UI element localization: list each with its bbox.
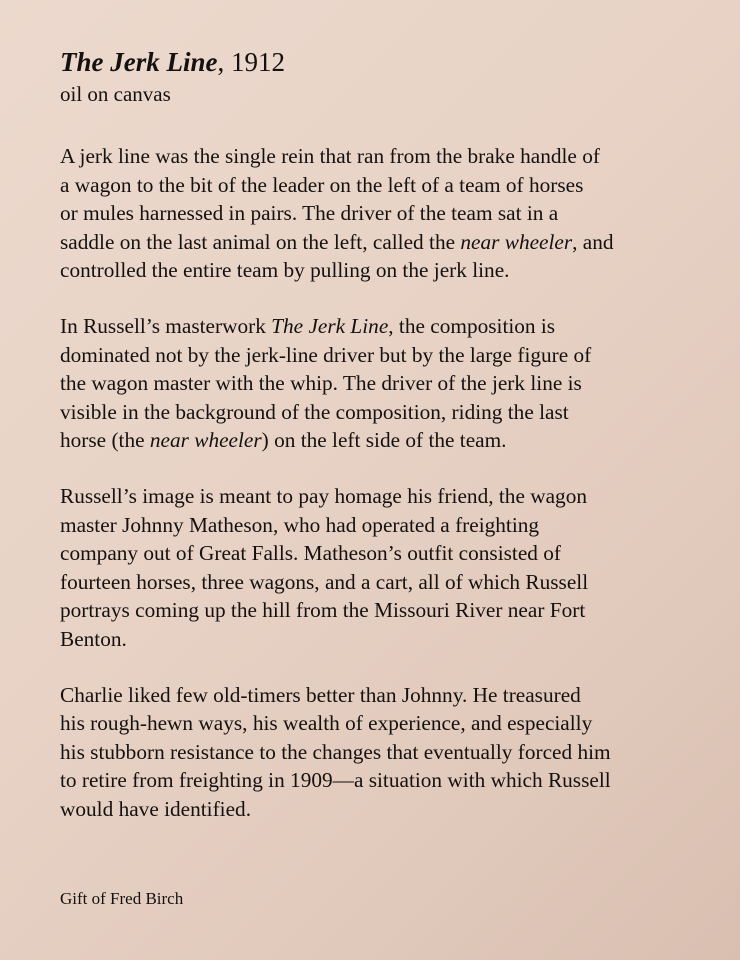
paragraph-composition xyxy=(60,312,700,455)
text-line: company out of Great Falls. Matheson’s outfit consisted of xyxy=(60,541,561,566)
text-line xyxy=(60,426,700,455)
text-line: controlled the entire team by pulling on the jerk line. xyxy=(60,258,510,283)
text-line xyxy=(60,312,700,341)
text-line: visible in the background of the composition, riding the last xyxy=(60,399,569,424)
text-line: Benton. xyxy=(60,626,127,651)
artwork-year: , 1912 xyxy=(217,47,285,77)
text-segment: In Russell’s masterwork xyxy=(60,313,272,338)
paragraph-charlie-and-johnny xyxy=(60,681,700,824)
text-line: or mules harnessed in pairs. The driver of the team sat in a xyxy=(60,201,559,226)
text-line: fourteen horses, three wagons, and a cart, all of which Russell xyxy=(60,569,589,594)
text-segment: , and xyxy=(572,229,614,254)
credit-line: Gift of Fred Birch xyxy=(60,889,184,908)
text-segment: horse (the xyxy=(60,428,150,453)
artwork-title-line xyxy=(60,44,700,80)
text-line: A jerk line was the single rein that ran from the brake handle of xyxy=(60,144,600,168)
text-line: Charlie liked few old-timers better than Johnny. He treasured xyxy=(60,682,581,707)
italic-title: The Jerk Line xyxy=(271,313,389,338)
paragraph-matheson xyxy=(60,482,700,654)
italic-term: near wheeler xyxy=(149,428,262,453)
text-line: his stubborn resistance to the changes that eventually forced him xyxy=(60,739,611,764)
text-segment: ) on the left side of the team. xyxy=(261,428,507,453)
text-line: dominated not by the jerk-line driver but by the large figure of xyxy=(60,342,592,367)
text-line: a wagon to the bit of the leader on the left of a team of horses xyxy=(60,172,584,197)
text-segment: saddle on the last animal on the left, called the xyxy=(60,229,461,254)
text-line: would have identified. xyxy=(60,796,252,821)
text-line: master Johnny Matheson, who had operated a freighting xyxy=(60,512,540,537)
text-line: to retire from freighting in 1909—a situation with which Russell xyxy=(60,768,611,793)
text-line: Russell’s image is meant to pay homage his friend, the wagon xyxy=(60,483,587,508)
museum-label xyxy=(60,44,700,823)
text-segment: , the composition is xyxy=(388,313,556,338)
paragraph-jerk-line-definition xyxy=(60,142,700,285)
text-line: portrays coming up the hill from the Missouri River near Fort xyxy=(60,598,586,623)
artwork-medium: oil on canvas xyxy=(60,82,171,106)
text-line: his rough-hewn ways, his wealth of experience, and especially xyxy=(60,711,593,736)
artwork-title: The Jerk Line xyxy=(60,47,218,77)
text-line: the wagon master with the whip. The driver of the jerk line is xyxy=(60,371,582,396)
text-line xyxy=(60,228,700,257)
italic-term: near wheeler xyxy=(460,229,573,254)
